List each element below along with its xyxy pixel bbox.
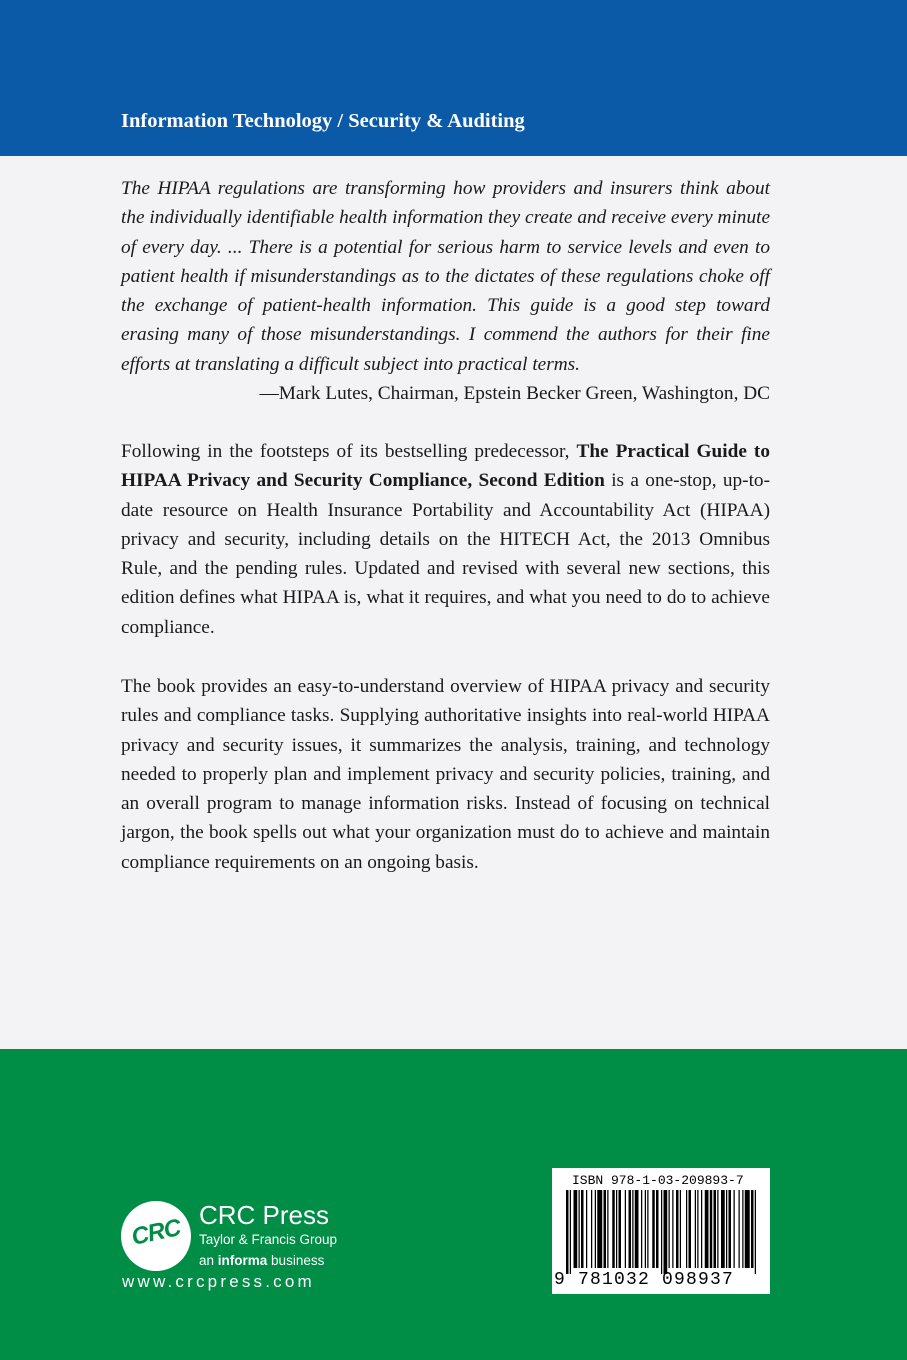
isbn-label: ISBN 978-1-03-209893-7 [572,1173,744,1188]
barcode-bar [586,1190,587,1268]
tagline-prefix: an [199,1253,218,1268]
publisher-group: Taylor & Francis Group [199,1232,338,1247]
barcode-bar [647,1190,648,1268]
barcode-bar [566,1190,569,1274]
barcode-bar [616,1190,617,1268]
barcode-bar [701,1190,702,1268]
barcode-bar [652,1190,655,1268]
category-heading: Information Technology / Security & Auditing [121,110,525,132]
barcode-bar [726,1190,727,1268]
publisher-name: CRC Press [199,1200,330,1230]
barcode-bar [645,1190,646,1268]
barcode-bar [625,1190,626,1268]
quote-text: The HIPAA regulations are transforming how providers and insurers think about the individually identifiable health information they create and receive every minute of every day. ... There is a potential for serious harm to service levels and even to patient health if misunderstandings as to the dictates of these regulations choke off the exchange of patient-health information. This guide is a good step toward erasing many of those misunderstandings. I commend the authors for their fine efforts at translating a difficult subject into practical terms. [121,178,770,375]
barcode-bar [734,1190,735,1268]
barcode-bar [635,1190,639,1268]
barcode-bar [729,1190,732,1268]
barcode-bar [755,1190,756,1274]
barcode-bar [742,1190,743,1268]
barcode-bar [714,1190,717,1268]
para2-text: The book provides an easy-to-understand overview of HIPAA privacy and security rules and compliance tasks. Supplying authoritative insights into real-world HIPAA privacy and security issues, it summarizes the analysis, training, and technology needed to properly plan and implement privacy and security policies, training, and an overall program to manage information risks. Instead of focusing on technical jargon, the book spells out what your organization must do to achieve and maintain compliance requirements on an ongoing basis. [121,676,770,873]
isbn-barcode [552,1168,770,1294]
barcode-bar [619,1190,622,1268]
description-paragraph-2 [121,672,770,877]
logo-text: CRC [129,1214,183,1251]
barcode-bar [581,1190,584,1268]
barcode-bar [751,1190,754,1268]
description-paragraph-1 [121,437,770,642]
barcode-digits: 9 781032 098937 [554,1270,735,1290]
barcode-bar [629,1190,632,1268]
endorsement-quote [121,174,770,379]
barcode-bar [717,1190,718,1268]
barcode-bar [705,1190,709,1268]
barcode-bar [661,1190,662,1274]
barcode-bar [612,1190,615,1268]
crc-logo-icon [121,1201,191,1271]
barcode-bar [591,1190,592,1268]
para1-intro: Following in the footsteps of its bestselling predecessor, [121,441,577,462]
barcode-bar [695,1190,696,1268]
barcode-bar [739,1190,740,1268]
book-title: The Practical Guide to HIPAA Privacy and Security Compliance, Second Edition [121,441,770,492]
barcode-bar [721,1190,725,1268]
barcode-bar [676,1190,679,1268]
barcode-bar [570,1190,571,1274]
barcode-bar [574,1190,578,1268]
barcode-bar [669,1190,670,1268]
barcode-bar [595,1190,596,1268]
bottom-color-band [0,1049,907,1360]
barcode-bar [686,1190,687,1268]
barcode-bar [641,1190,642,1268]
barcode-bar [664,1190,668,1274]
publisher-tagline [199,1253,324,1268]
barcode-bar [579,1190,580,1268]
tagline-bold: informa [217,1253,268,1268]
barcode-bar [632,1190,633,1268]
para1-rest: is a one-stop, up-to-date resource on Health Insurance Portability and Accountability Act (HIPAA) privacy and security, including details on the HITECH Act, the 2013 Omnibus Rule, and the pending rules. Updated and revised with several new sections, this edition defines what HIPAA is, what it requires, and what you need to do to achieve compliance. [121,470,770,638]
barcode-bar [656,1190,659,1268]
publisher-website: www.crcpress.com [122,1272,315,1291]
barcode-bar [607,1190,608,1268]
barcode-bar [597,1190,602,1268]
barcode-bar [604,1190,607,1268]
barcode-bar [672,1190,673,1268]
barcode-bar [710,1190,713,1268]
barcode-bar [697,1190,698,1268]
barcode-bar [689,1190,692,1268]
tagline-suffix: business [267,1253,325,1268]
quote-attribution: —Mark Lutes, Chairman, Epstein Becker Green, Washington, DC [259,383,770,404]
barcode-bar [745,1190,750,1268]
barcode-bar [680,1190,681,1268]
